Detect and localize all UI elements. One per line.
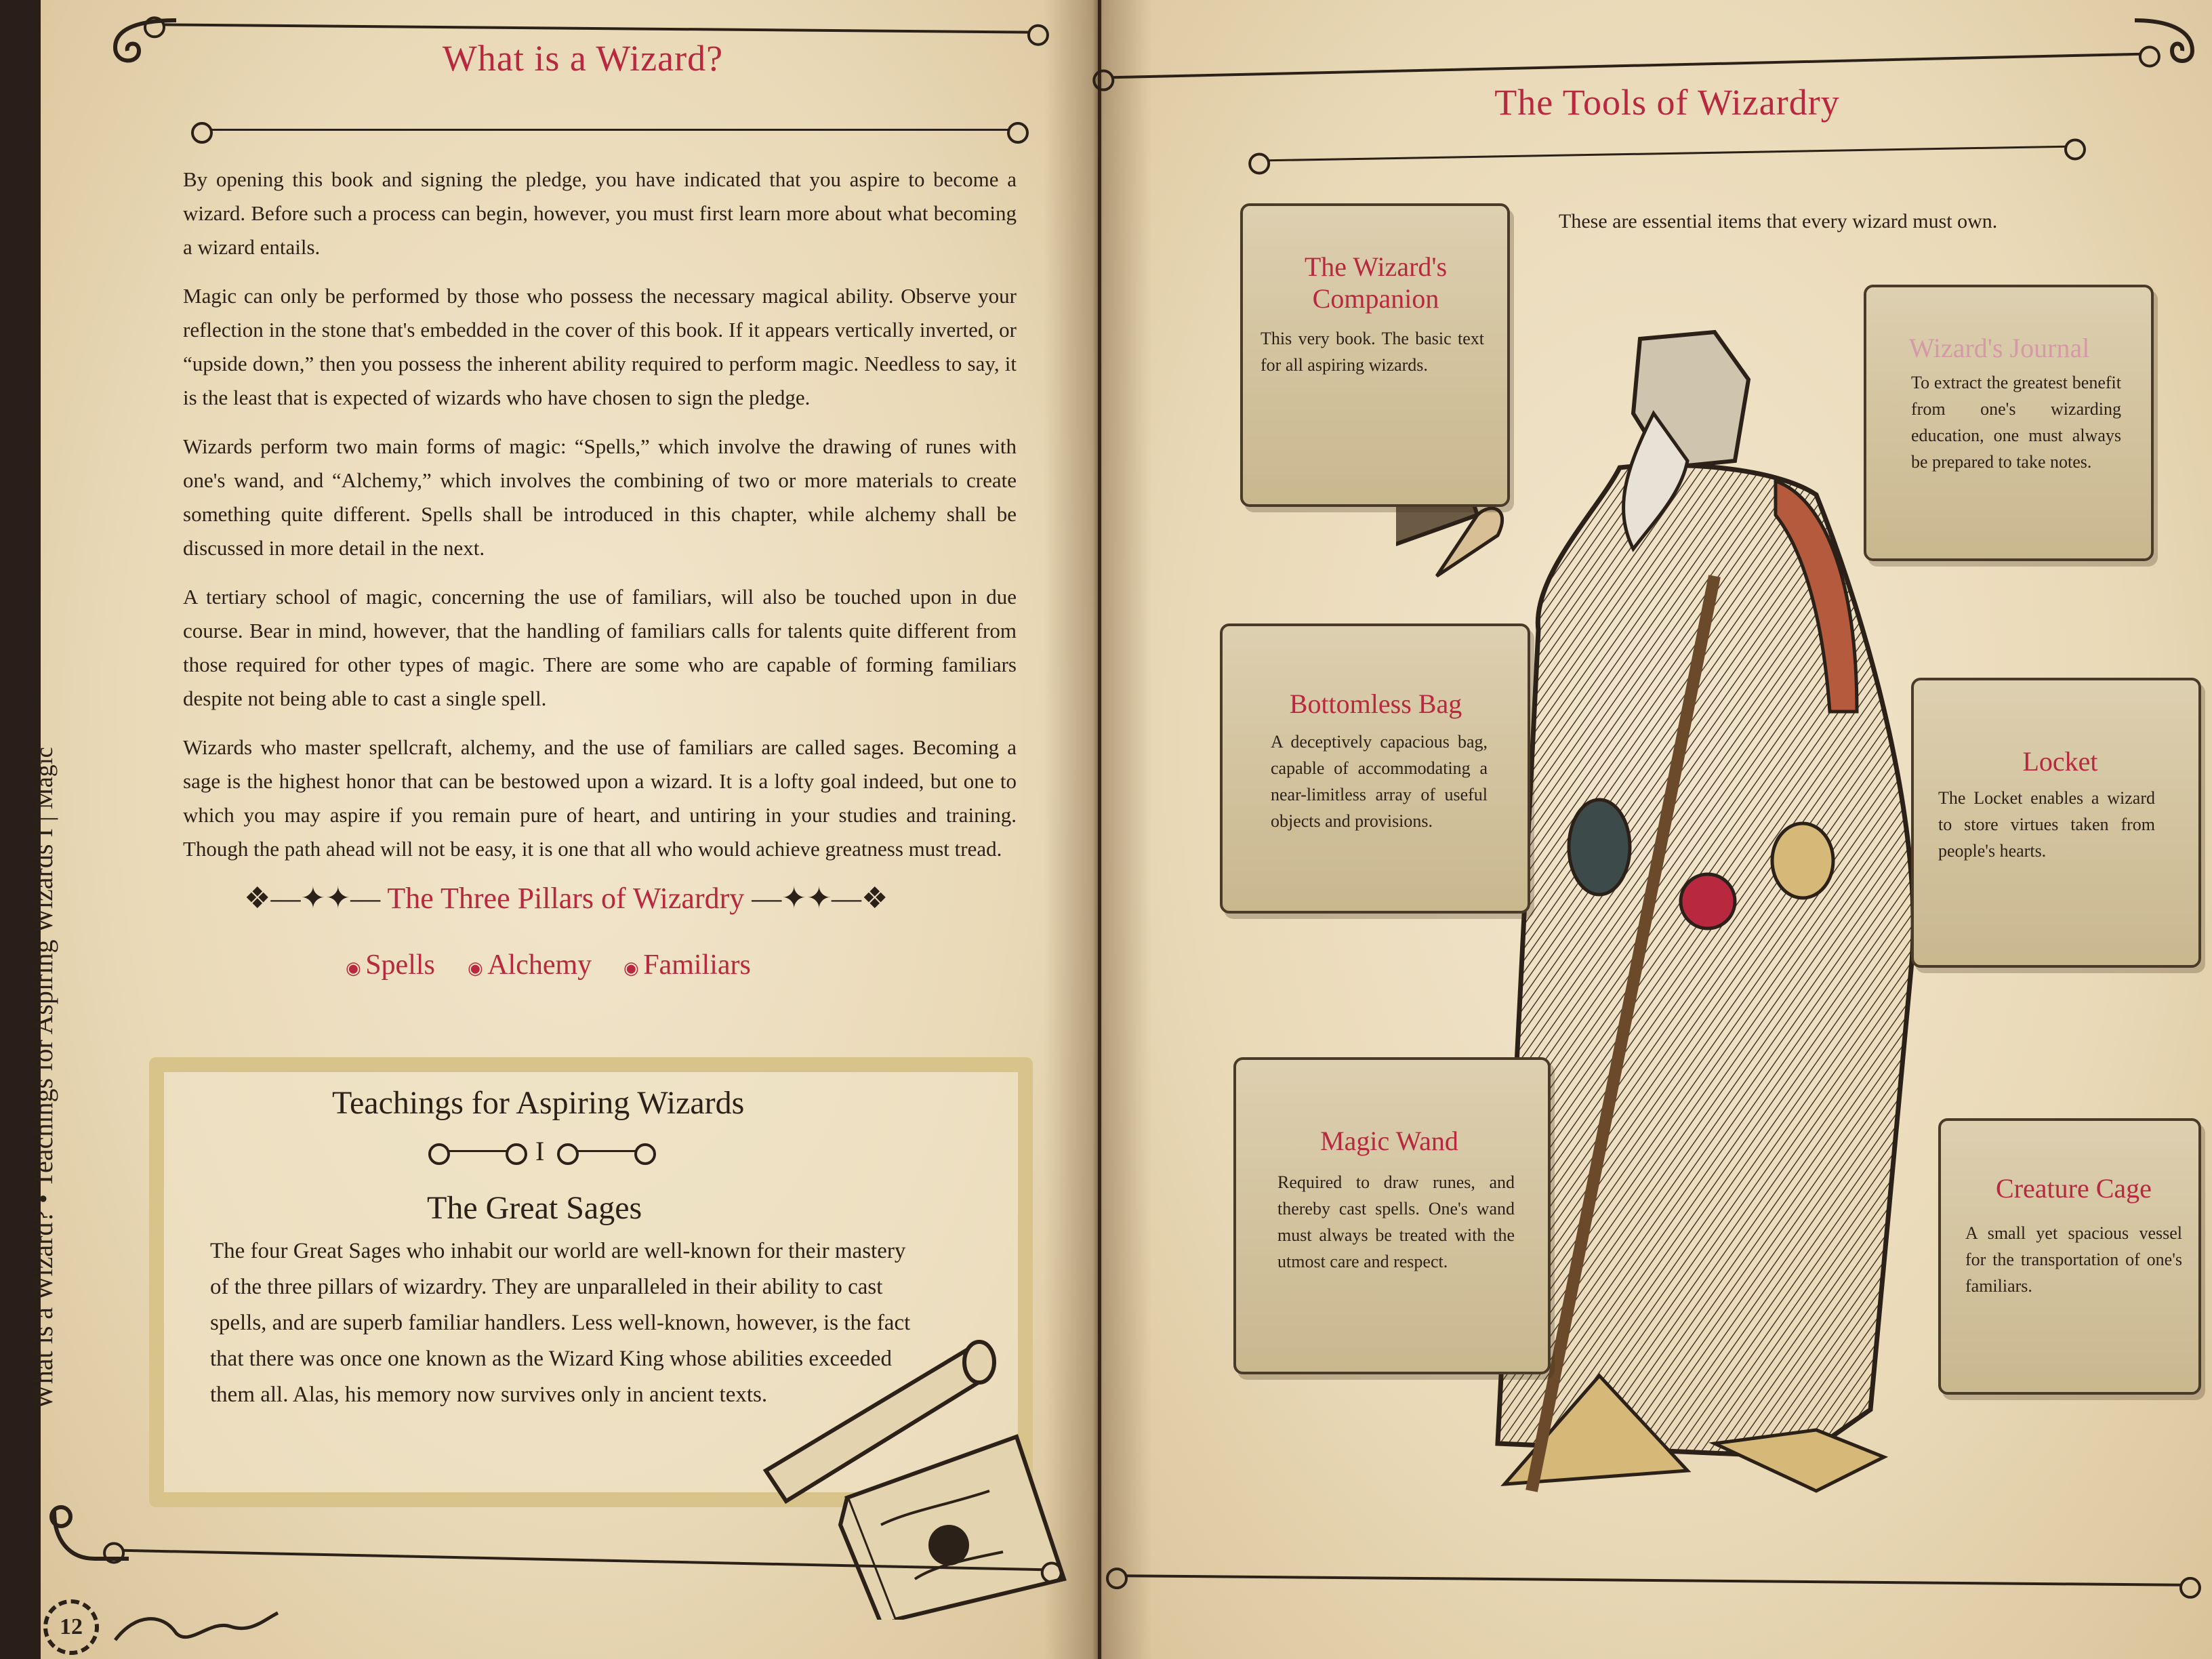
item-title: Magic Wand <box>1320 1126 1458 1156</box>
item-title: The Wizard's Companion <box>1304 251 1448 314</box>
teachings-title: Teachings for Aspiring Wizards <box>332 1085 745 1121</box>
chapter-label: What is a Wizard? • Teachings for Aspiring Wizards I <box>28 828 58 1410</box>
corner-flourish-icon <box>102 14 183 75</box>
paragraph: Wizards who master spellcraft, alchemy, and the use of familiars are called sages. Becoming a sage is the highest honor that can be bestowed upon a wizard. It is a lofty goal indeed, but one to which you may aspire if you remain pure of heart, and untiring in your studies and training. Though the path ahead will not be easy, it is one that all who would achieve greatness must tread. <box>183 735 1017 861</box>
item-title: Bottomless Bag <box>1289 689 1462 719</box>
tools-intro: These are essential items that every wizard must own. <box>1559 210 1998 232</box>
paragraph: By opening this book and signing the pledge, you have indicated that you aspire to become a wizard. Before such a process can begin, however, you must first learn more about what becoming a wizard entails. <box>183 167 1017 259</box>
top-right-corner-flourish-icon <box>2128 14 2203 75</box>
paragraph: A tertiary school of magic, concerning the use of familiars, will also be touched upon in due course. Bear in mind, however, that the handling of familiars calls for talents quite different from those required for other types of magic. There are some who are capable of forming familiars despite not being able to cast a single spell. <box>183 585 1017 710</box>
bullet-icon: ◉ <box>346 958 366 978</box>
pillars-heading <box>244 881 888 916</box>
section-label: Magic <box>30 747 58 810</box>
page-title-right: The Tools of Wizardry <box>1494 82 1840 123</box>
bullet-icon: ◉ <box>623 958 644 978</box>
paragraph: Magic can only be performed by those who possess the necessary magical ability. Observe your reflection in the stone that's embedded in the cover of this book. If it appears vertically inverted, or “upside down,” then you possess the inherent ability required to perform magic. Needless to say, it is the least that is expected of wizards who have chosen to sign the pledge. <box>183 284 1017 409</box>
item-description: This very book. The basic text for all aspiring wizards. <box>1261 329 1484 375</box>
teachings-numeral: I <box>535 1136 545 1166</box>
page-title-left: What is a Wizard? <box>442 38 724 79</box>
pillar-familiars: ◉ Familiars <box>623 949 751 981</box>
ornament-left-icon: ❖—✦✦— <box>244 882 381 915</box>
swirl-ornament-icon <box>108 1599 285 1654</box>
teachings-subtitle: The Great Sages <box>427 1190 642 1226</box>
scroll-and-book-illustration-icon <box>745 1322 1071 1620</box>
pillar-spells: ◉ Spells <box>346 949 435 981</box>
title-underline-left <box>210 129 1010 131</box>
numeral-rule-left <box>447 1150 508 1152</box>
numeral-rule-right <box>576 1150 637 1152</box>
item-title: Locket <box>2022 746 2098 777</box>
item-description: To extract the greatest benefit from one's wizarding education, one must always be prepared to take notes. <box>1911 373 2121 472</box>
bottom-corner-flourish-icon <box>41 1498 136 1579</box>
bullet-icon: ◉ <box>468 958 488 978</box>
item-description: Required to draw runes, and thereby cast spells. One's wand must always be treated with the utmost care and respect. <box>1277 1172 1515 1271</box>
intro-text <box>183 163 1017 881</box>
ornament-right-icon: —✦✦—❖ <box>752 882 888 915</box>
page-number: 12 <box>43 1599 99 1655</box>
item-title: Wizard's Journal <box>1908 333 2090 363</box>
item-description: A small yet spacious vessel for the transportation of one's familiars. <box>1965 1223 2182 1296</box>
paragraph: Wizards perform two main forms of magic: “Spells,” which involve the drawing of runes with one's wand, and “Alchemy,” which involves the combining of two or more materials to create something quite different. Spells shall be introduced in this chapter, while alchemy shall be discussed in more detail in the next. <box>183 434 1017 560</box>
item-description: A deceptively capacious bag, capable of accommodating a near-limitless array of useful objects and provisions. <box>1271 732 1488 831</box>
item-title: Creature Cage <box>1996 1173 2152 1204</box>
pillars-heading-text: The Three Pillars of Wizardry <box>387 882 745 915</box>
label-divider: | <box>28 809 58 822</box>
chapter-side-label <box>27 747 59 1410</box>
pillar-alchemy: ◉ Alchemy <box>468 949 592 981</box>
teachings-body: The four Great Sages who inhabit our world are well-known for their mastery of the three pillars of wizardry. They are unparalleled in their ability to cast spells, and are superb familiar handlers. Less well-known, however, is the fact that there was once one known as the Wizard King whose abilities exceeded them all. Alas, his memory now survives only in ancient texts. <box>210 1239 911 1407</box>
item-description: The Locket enables a wizard to store virtues taken from people's hearts. <box>1938 788 2155 861</box>
